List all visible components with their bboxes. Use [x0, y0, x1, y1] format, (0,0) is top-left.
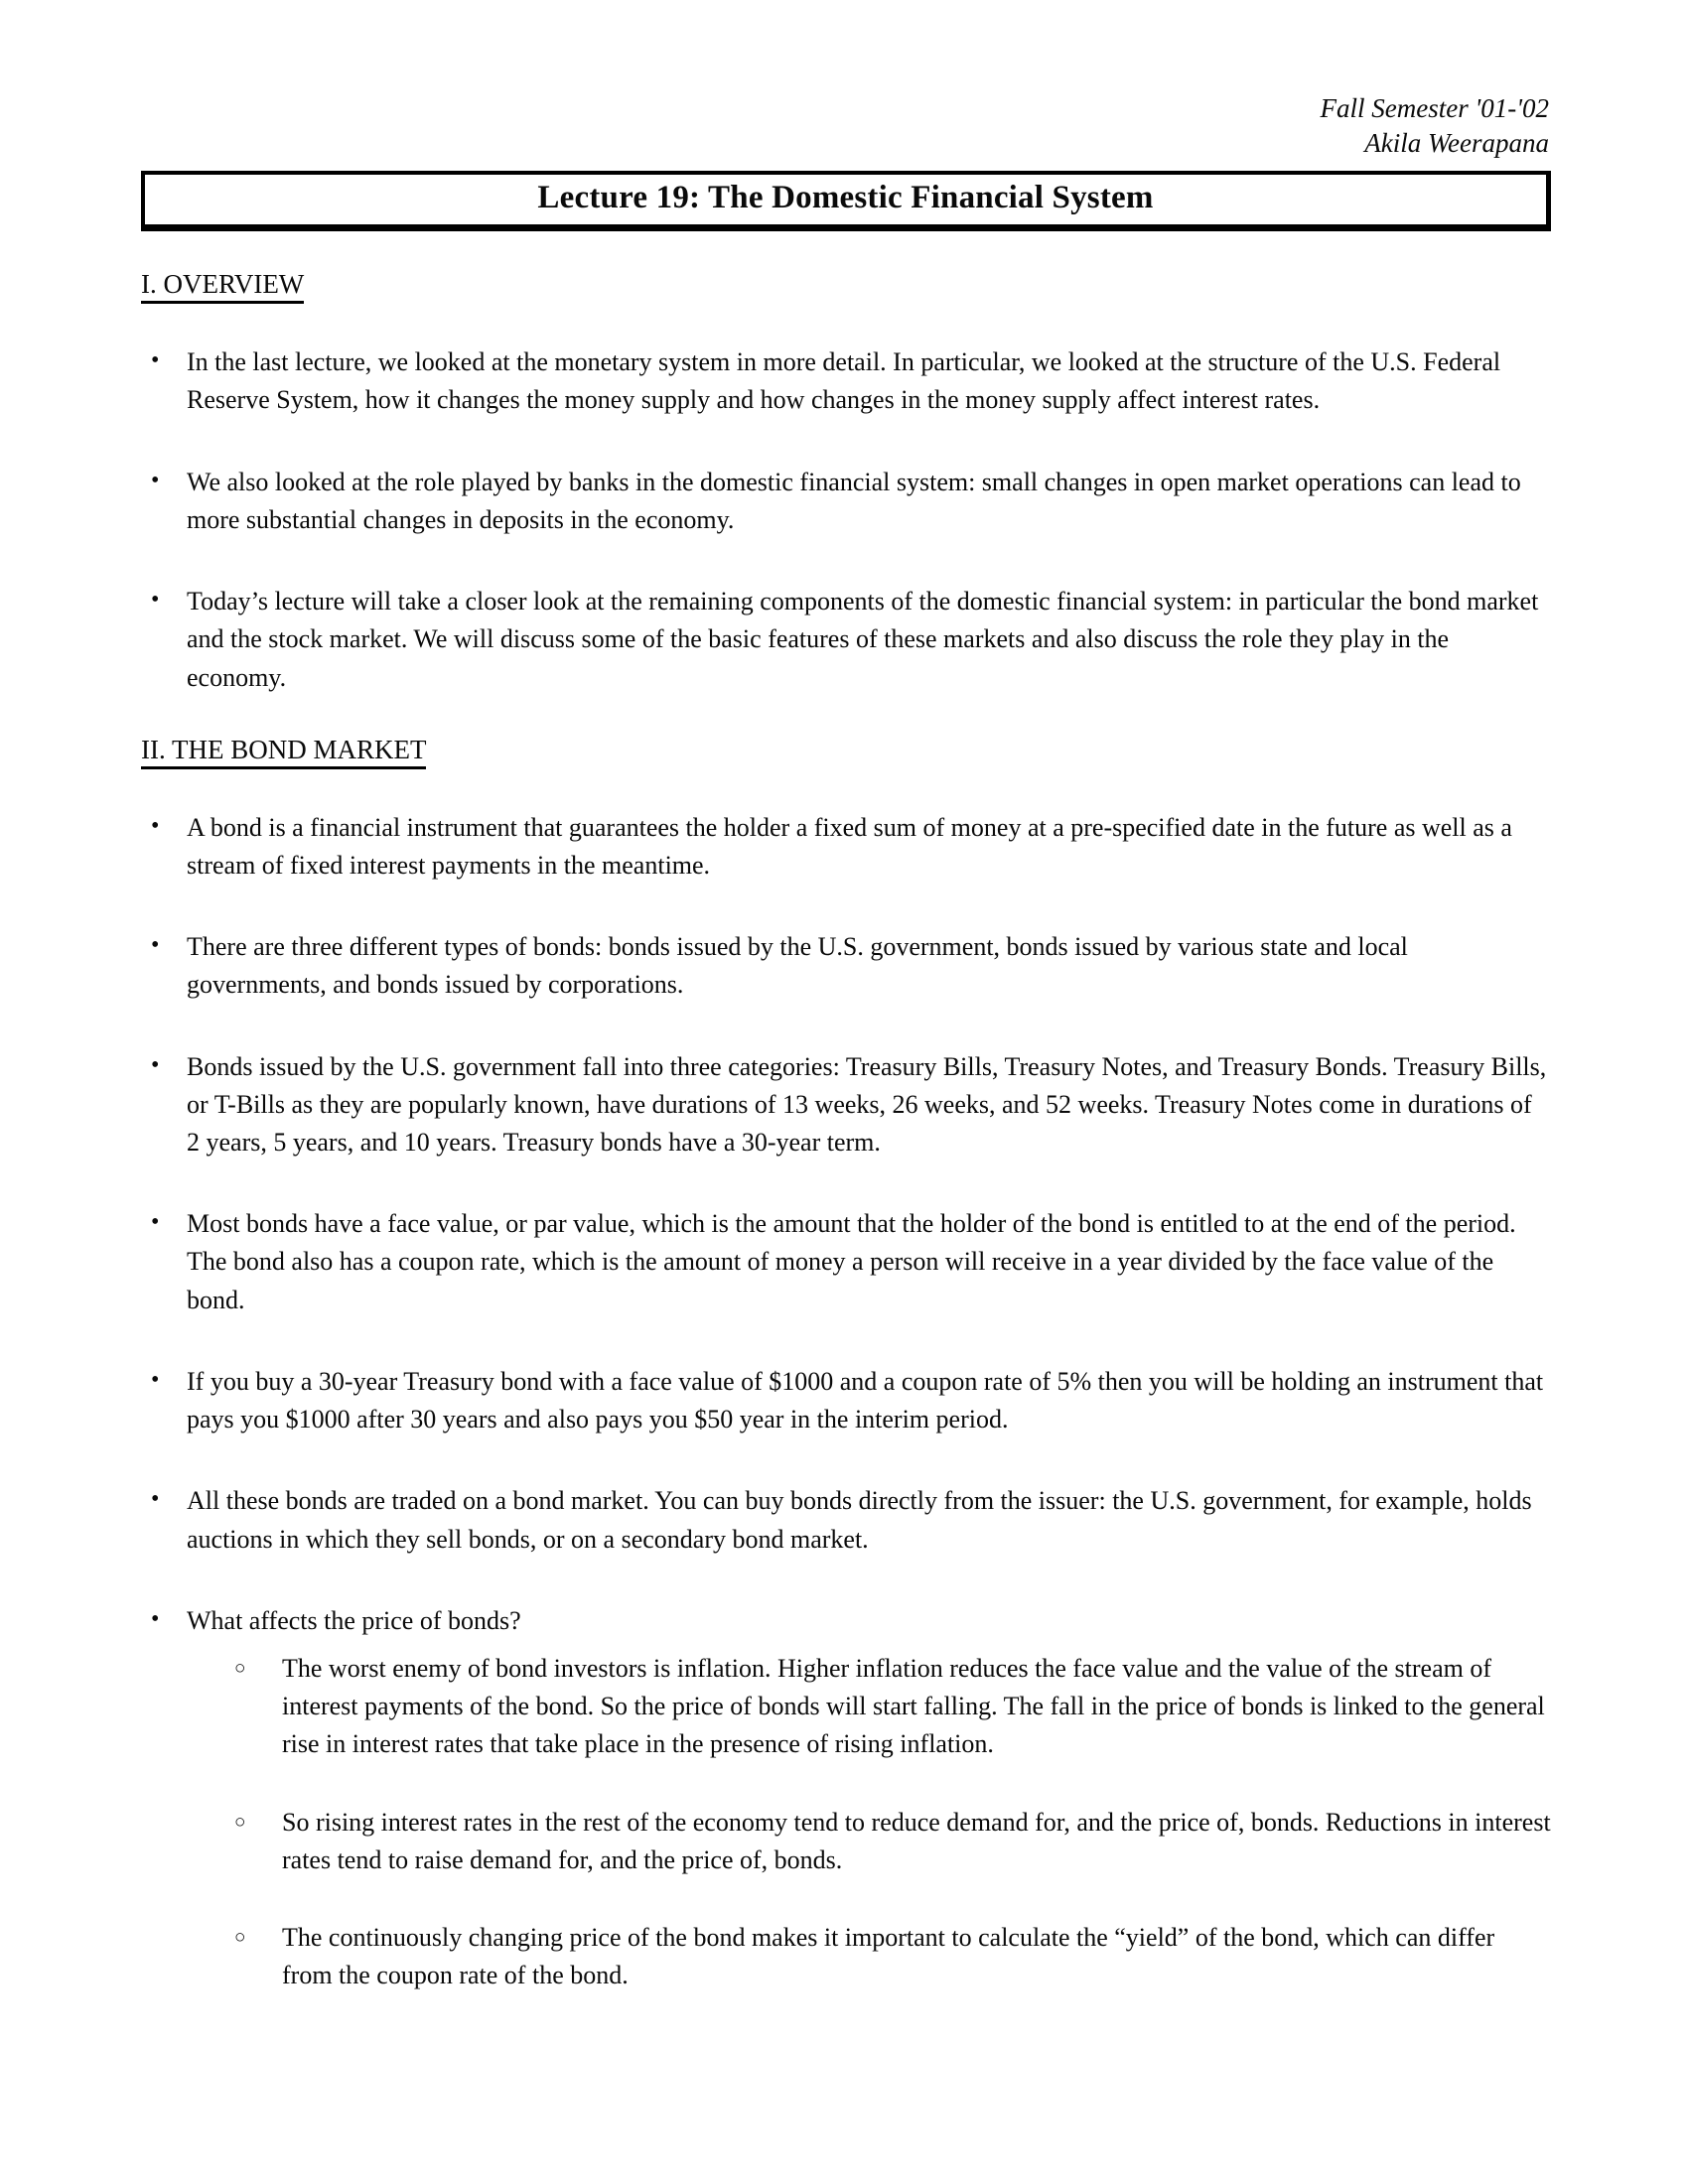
- bullet-marker: •: [151, 932, 160, 959]
- bullet-text: A bond is a financial instrument that guarantees the holder a fixed sum of money at a pre-specified date in the future as well as a stream of fixed interest payments in the meantime.: [187, 812, 1512, 880]
- bullet-row: [141, 1363, 1551, 1438]
- bullet-item: [141, 343, 1551, 419]
- bullet-marker: •: [151, 347, 160, 374]
- bullet-row: [141, 1602, 1551, 1640]
- bullet-list: [141, 809, 1551, 1995]
- bullet-marker: •: [151, 1486, 160, 1513]
- header-author: Akila Weerapana: [1364, 128, 1549, 159]
- lecture-title-box: [141, 171, 1551, 231]
- sub-bullet-item: [234, 1650, 1551, 1764]
- sub-bullet-text: So rising interest rates in the rest of the economy tend to reduce demand for, and the price of, bonds. Reductions in interest rates tend to raise demand for, and the price of, bonds.: [282, 1807, 1551, 1874]
- sub-bullet-item: [234, 1919, 1551, 1994]
- document-section: [141, 735, 1551, 1995]
- bullet-row: [141, 809, 1551, 885]
- bullet-row: [141, 1048, 1551, 1162]
- bullet-marker: •: [151, 1209, 160, 1236]
- bullet-list: [141, 343, 1551, 697]
- bullet-item: [141, 583, 1551, 697]
- bullet-item: [141, 1048, 1551, 1162]
- bullet-item: [141, 809, 1551, 885]
- bullet-row: [141, 1205, 1551, 1319]
- bullet-marker: •: [151, 1366, 160, 1393]
- section-heading-text: I. OVERVIEW: [141, 269, 304, 304]
- sub-bullet-text: The continuously changing price of the bond makes it important to calculate the “yield” of the bond, which can differ from the coupon rate of the bond.: [282, 1923, 1495, 1990]
- bullet-item: [141, 1205, 1551, 1319]
- bullet-text: All these bonds are traded on a bond market. You can buy bonds directly from the issuer: the U.S. government, for example, holds auctions in which they sell bonds, or on a secondary bond market.: [187, 1486, 1532, 1554]
- bullet-marker: •: [151, 1051, 160, 1078]
- document-sections: [141, 269, 1551, 1994]
- bullet-row: [141, 464, 1551, 539]
- bullet-item: [141, 464, 1551, 539]
- bullet-text: If you buy a 30-year Treasury bond with a face value of $1000 and a coupon rate of 5% then you will be holding an instrument that pays you $1000 after 30 years and also pays you $50 year in the interim period.: [187, 1366, 1544, 1434]
- bullet-row: [141, 928, 1551, 1004]
- header-semester: Fall Semester '01-'02: [1320, 93, 1549, 123]
- document-section: [141, 269, 1551, 697]
- sub-bullet-marker: ○: [234, 1927, 246, 1949]
- bullet-row: [141, 583, 1551, 697]
- sub-bullet-marker: ○: [234, 1658, 246, 1679]
- bullet-row: [141, 343, 1551, 419]
- sub-bullet-list: [141, 1650, 1551, 1995]
- section-heading: [141, 735, 1551, 765]
- section-heading: [141, 269, 1551, 300]
- sub-bullet-text: The worst enemy of bond investors is inflation. Higher inflation reduces the face value and the value of the stream of interest payments of the bond. So the price of bonds will start falling. The fall in the price of bonds is linked to the general rise in interest rates that take place in the presence of rising inflation.: [282, 1654, 1545, 1759]
- bullet-text: Today’s lecture will take a closer look at the remaining components of the domestic financial system: in particular the bond market and the stock market. We will discuss some of the basic features of these markets and also discuss the role they play in the economy.: [187, 587, 1539, 692]
- bullet-item: [141, 1363, 1551, 1438]
- bullet-item: [141, 1482, 1551, 1558]
- bullet-text: Most bonds have a face value, or par value, which is the amount that the holder of the bond is entitled to at the end of the period. The bond also has a coupon rate, which is the amount of money a person will receive in a year divided by the face value of the bond.: [187, 1209, 1516, 1314]
- page-title: Lecture 19: The Domestic Financial System: [537, 180, 1154, 216]
- bullet-marker: •: [151, 812, 160, 839]
- sub-bullet-marker: ○: [234, 1811, 246, 1833]
- bullet-text: Bonds issued by the U.S. government fall into three categories: Treasury Bills, Treasury Notes, and Treasury Bonds. Treasury Bills, or T-Bills as they are popularly known, have durations of 13 weeks, 26 weeks, and 52 weeks. Treasury Notes come in durations of 2 years, 5 years, and 10 years. Treasury bonds have a 30-year term.: [187, 1051, 1547, 1158]
- bullet-text: We also looked at the role played by banks in the domestic financial system: small changes in open market operations can lead to more substantial changes in deposits in the economy.: [187, 467, 1521, 534]
- bullet-text: There are three different types of bonds: bonds issued by the U.S. government, bonds issued by various state and local governments, and bonds issued by corporations.: [187, 932, 1408, 1000]
- bullet-item: [141, 928, 1551, 1004]
- document-header: [141, 91, 1551, 161]
- section-heading-text: II. THE BOND MARKET: [141, 735, 426, 769]
- bullet-text: What affects the price of bonds?: [187, 1605, 521, 1635]
- bullet-marker: •: [151, 587, 160, 614]
- sub-bullet-item: [234, 1804, 1551, 1879]
- bullet-marker: •: [151, 1605, 160, 1632]
- bullet-item: [141, 1602, 1551, 1995]
- bullet-row: [141, 1482, 1551, 1558]
- bullet-text: In the last lecture, we looked at the monetary system in more detail. In particular, we looked at the structure of the U.S. Federal Reserve System, how it changes the money supply and how changes in the money supply affect interest rates.: [187, 347, 1501, 415]
- bullet-marker: •: [151, 467, 160, 493]
